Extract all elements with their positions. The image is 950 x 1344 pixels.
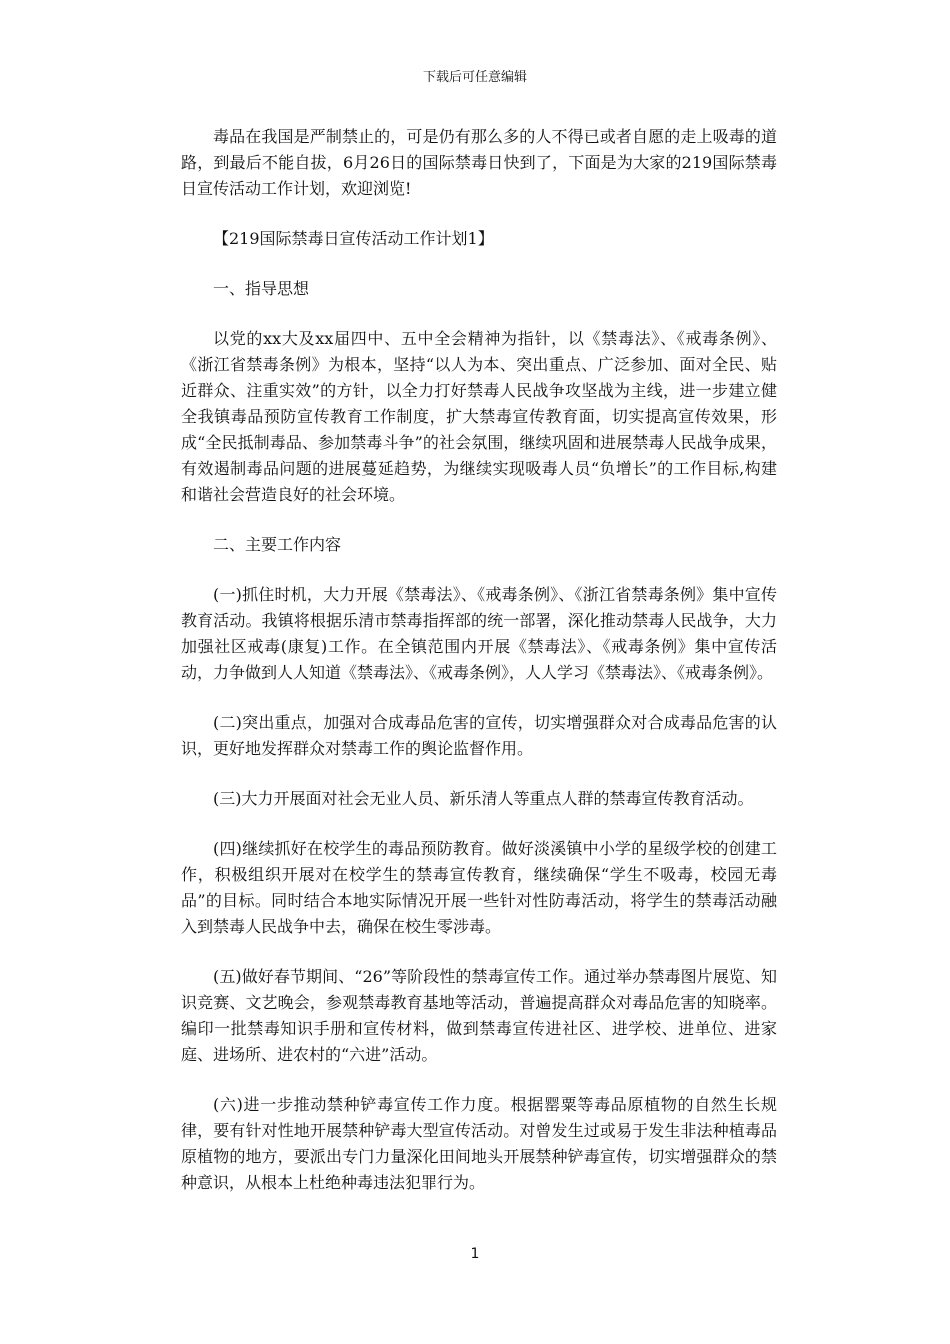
section-heading-guiding-ideology: 一、指导思想	[213, 279, 310, 298]
work-item-5: (五)做好春节期间、“26”等阶段性的禁毒宣传工作。通过举办禁毒图片展览、知识竞赛、文艺晚会，参观禁毒教育基地等活动，普遍提高群众对毒品危害的知晓率。编印一批禁毒知识手册和宣传材料，做到禁毒宣传进社区、进学校、进单位、进家庭、进场所、进农村的“六进”活动。	[181, 967, 777, 1064]
page-number: 1	[470, 1246, 480, 1262]
section-heading-main-work: 二、主要工作内容	[213, 535, 342, 554]
intro-paragraph: 毒品在我国是严制禁止的，可是仍有那么多的人不得已或者自愿的走上吸毒的道路，到最后不能自拔，6月26日的国际禁毒日快到了，下面是为大家的219国际禁毒日宣传活动工作计划，欢迎浏览!	[181, 127, 777, 198]
page-header: 下载后可任意编辑	[422, 70, 527, 85]
plan-title: 【219国际禁毒日宣传活动工作计划1】	[213, 229, 494, 248]
guiding-ideology-paragraph: 以党的xx大及xx届四中、五中全会精神为指针，以《禁毒法》、《戒毒条例》、《浙江省禁毒条例》为根本，坚持“以人为本、突出重点、广泛参加、面对全民、贴近群众、注重实效”的方针，以全力打好禁毒人民战争攻坚战为主线，进一步建立健全我镇毒品预防宣传教育工作制度，扩大禁毒宣传教育面，切实提高宣传效果，形成“全民抵制毒品、参加禁毒斗争”的社会氛围，继续巩固和进展禁毒人民战争成果，有效遏制毒品问题的进展蔓延趋势，为继续实现吸毒人员“负增长”的工作目标,构建和谐社会营造良好的社会环境。	[181, 329, 777, 504]
work-item-6: (六)进一步推动禁种铲毒宣传工作力度。根据罂粟等毒品原植物的自然生长规律，要有针对性地开展禁种铲毒大型宣传活动。对曾发生过或易于发生非法种植毒品原植物的地方，要派出专门力量深化田间地头开展禁种铲毒宣传，切实增强群众的禁种意识，从根本上杜绝种毒违法犯罪行为。	[181, 1095, 777, 1192]
document-body	[181, 124, 777, 1220]
work-item-2: (二)突出重点，加强对合成毒品危害的宣传，切实增强群众对合成毒品危害的认识，更好地发挥群众对禁毒工作的舆论监督作用。	[181, 713, 777, 758]
work-item-1: (一)抓住时机，大力开展《禁毒法》、《戒毒条例》、《浙江省禁毒条例》集中宣传教育活动。我镇将根据乐清市禁毒指挥部的统一部署，深化推动禁毒人民战争，大力加强社区戒毒(康复)工作。在全镇范围内开展《禁毒法》、《戒毒条例》集中宣传活动，力争做到人人知道《禁毒法》、《戒毒条例》，人人学习《禁毒法》、《戒毒条例》。	[181, 585, 777, 682]
work-item-4: (四)继续抓好在校学生的毒品预防教育。做好淡溪镇中小学的星级学校的创建工作，积极组织开展对在校学生的禁毒宣传教育，继续确保“学生不吸毒，校园无毒品”的目标。同时结合本地实际情况开展一些针对性防毒活动，将学生的禁毒活动融入到禁毒人民战争中去，确保在校生零涉毒。	[181, 839, 777, 936]
work-item-3: (三)大力开展面对社会无业人员、新乐清人等重点人群的禁毒宣传教育活动。	[213, 789, 754, 808]
